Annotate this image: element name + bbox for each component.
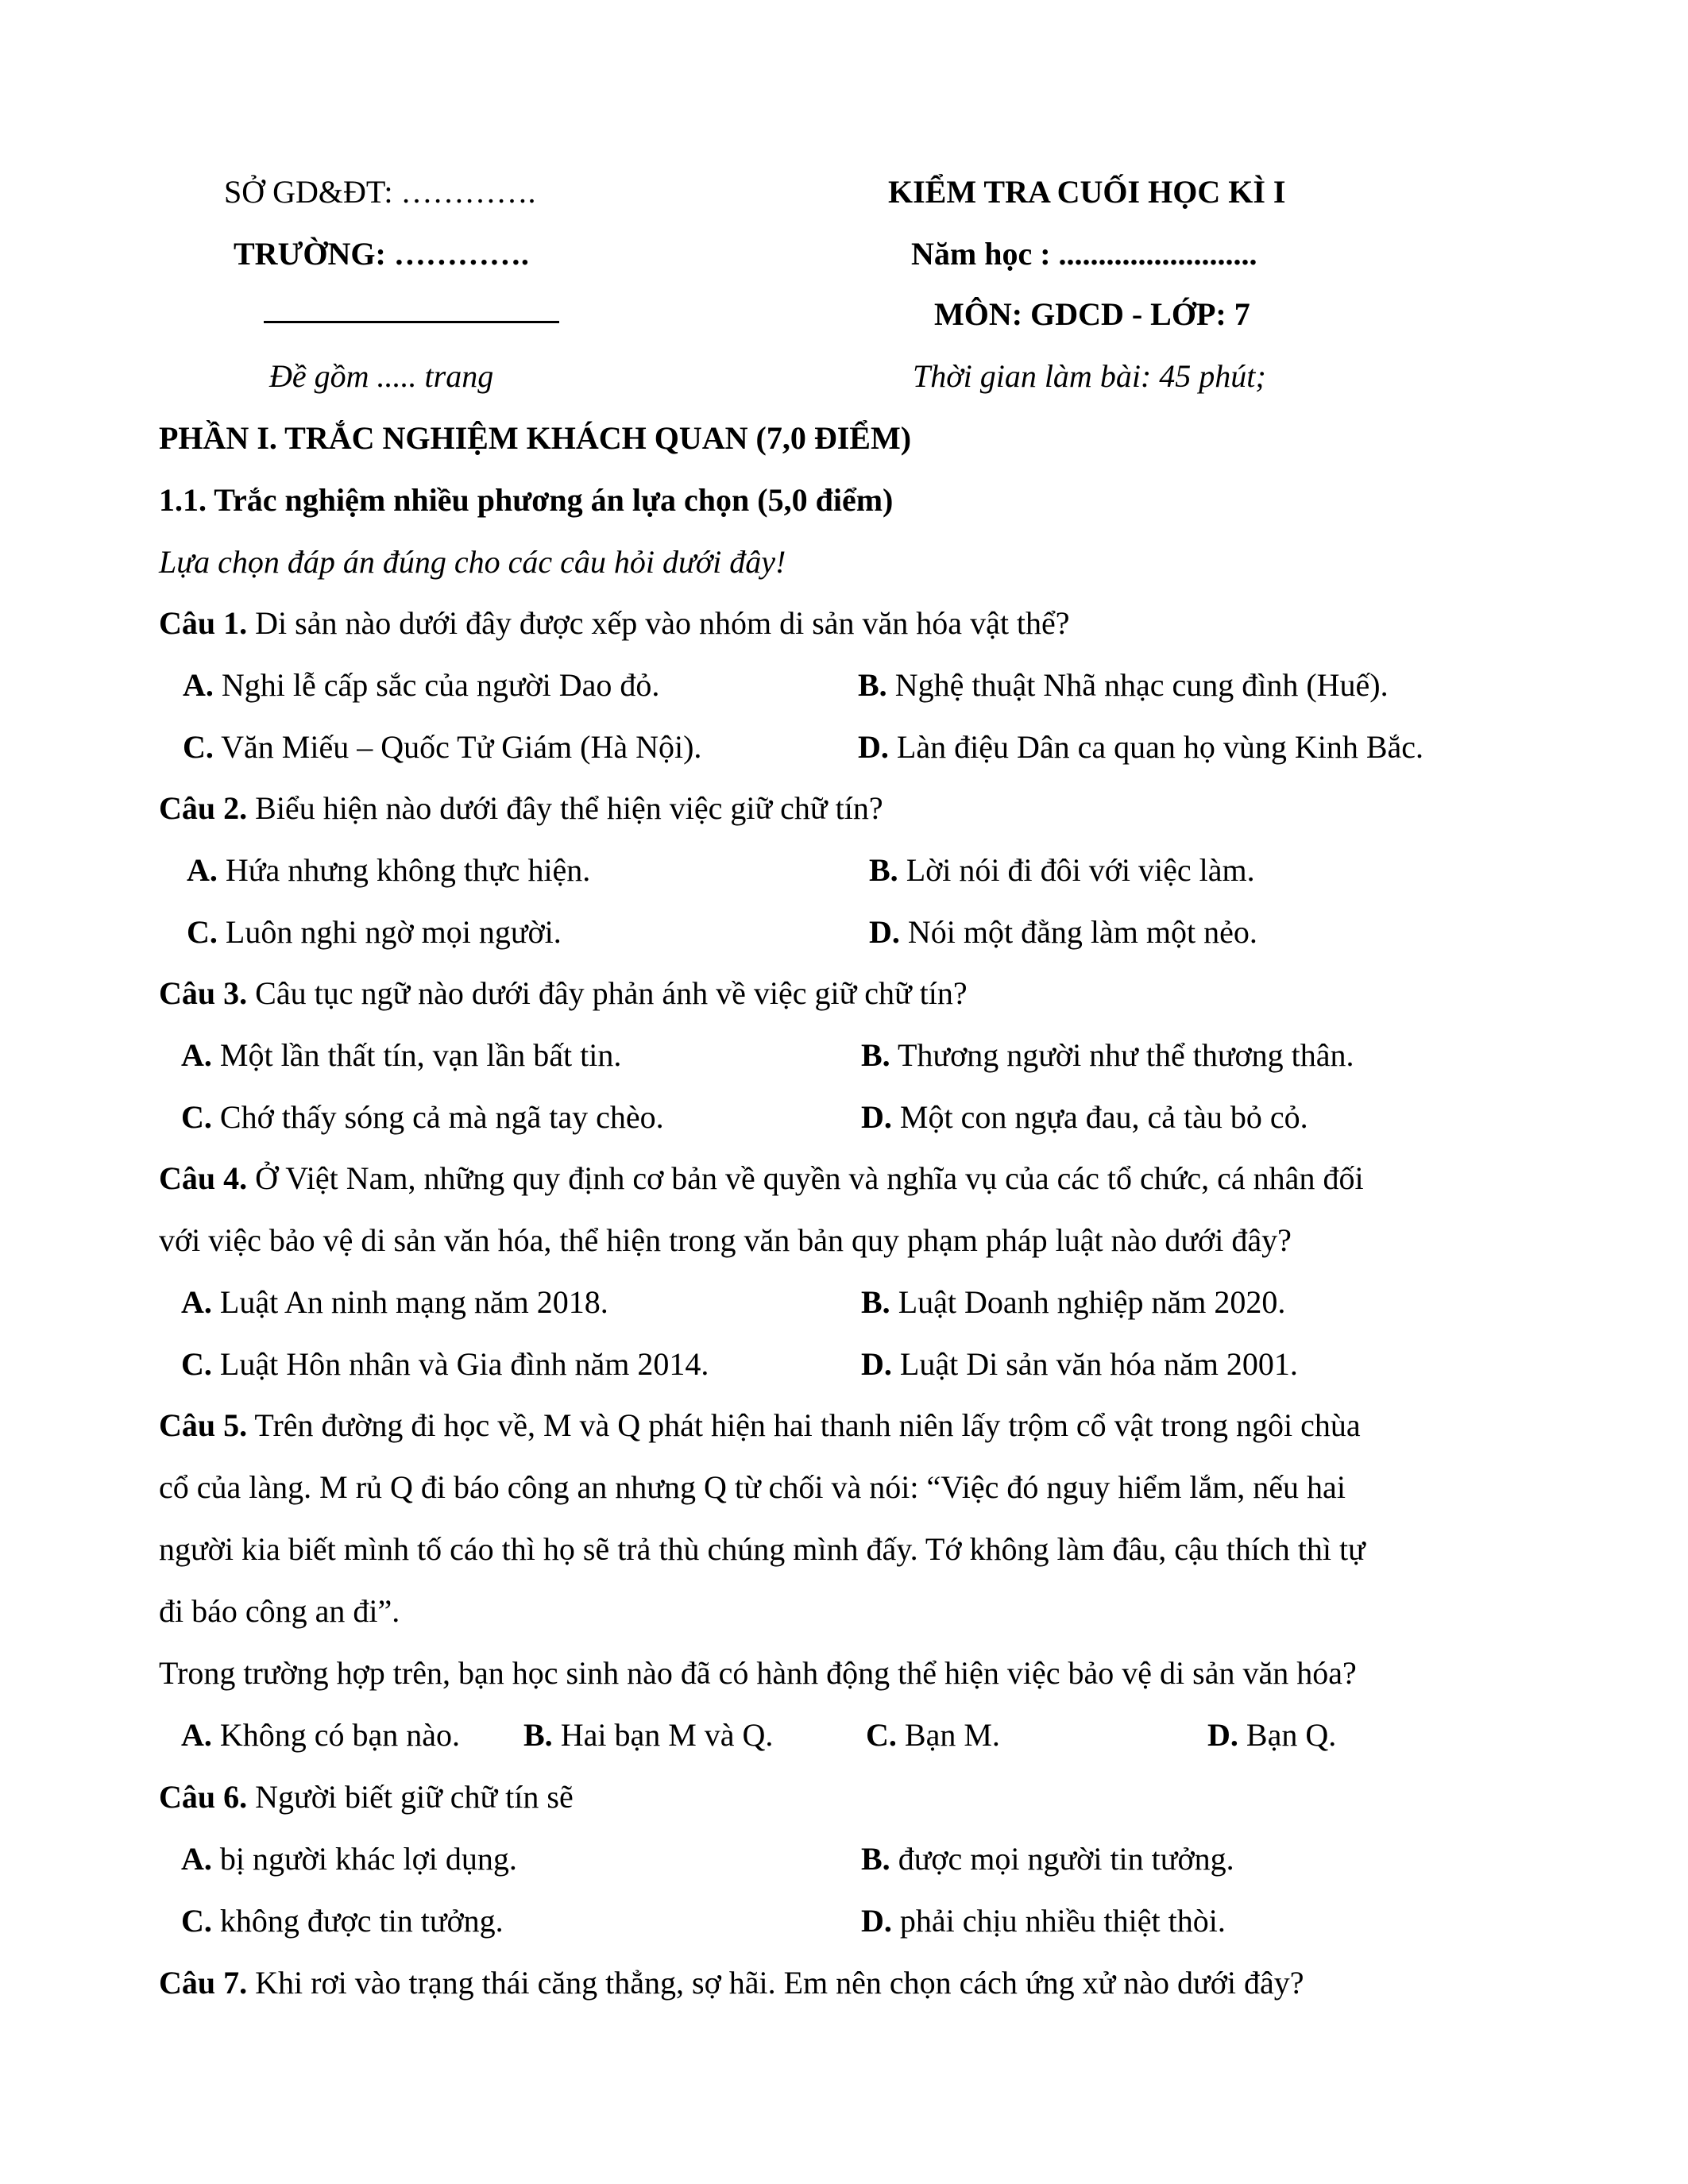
question-4 — [159, 1160, 1364, 1196]
option-text: được mọi người tin tưởng. — [890, 1841, 1234, 1877]
option-text: bị người khác lợi dụng. — [211, 1841, 517, 1877]
option-b[interactable] — [523, 1719, 773, 1751]
option-text: Nghệ thuật Nhã nhạc cung đình (Huế). — [886, 667, 1389, 703]
option-c[interactable] — [181, 1905, 504, 1937]
option-b[interactable] — [861, 1843, 1234, 1875]
option-text: Nghi lễ cấp sắc của người Dao đỏ. — [213, 667, 660, 703]
option-letter: A. — [187, 852, 218, 888]
option-letter: B. — [861, 1284, 890, 1320]
option-c[interactable] — [187, 916, 562, 948]
question-2 — [159, 790, 883, 826]
option-text: Làn điệu Dân ca quan họ vùng Kinh Bắc. — [888, 729, 1424, 765]
option-b[interactable] — [861, 1284, 1286, 1320]
option-text: Hứa nhưng không thực hiện. — [217, 852, 591, 888]
school-year: Năm học : ......................... — [911, 236, 1257, 272]
option-a[interactable] — [181, 1843, 517, 1875]
option-letter: C. — [183, 729, 214, 765]
exam-title: KIỂM TRA CUỐI HỌC KÌ I — [888, 174, 1286, 210]
option-letter: D. — [869, 914, 900, 950]
question-4-continuation: với việc bảo vệ di sản văn hóa, thể hiện trong văn bản quy phạm pháp luật nào dưới đây? — [159, 1222, 1292, 1258]
option-text: Luật Doanh nghiệp năm 2020. — [890, 1284, 1286, 1320]
question-label: Câu 5. — [159, 1407, 248, 1443]
question-label: Câu 4. — [159, 1160, 248, 1196]
school-line: TRƯỜNG: …………. — [234, 236, 529, 272]
option-d[interactable] — [861, 1099, 1308, 1135]
option-letter: A. — [181, 1284, 212, 1320]
question-text: Khi rơi vào trạng thái căng thẳng, sợ hãi. Em nên chọn cách ứng xử nào dưới đây? — [247, 1965, 1304, 2001]
option-a[interactable] — [183, 669, 659, 701]
page-count: Đề gồm ..... trang — [269, 358, 494, 394]
question-text: Người biết giữ chữ tín sẽ — [247, 1779, 574, 1815]
question-6 — [159, 1781, 574, 1813]
option-text: Hai bạn M và Q. — [552, 1717, 774, 1753]
option-a[interactable] — [181, 1284, 608, 1320]
part-title: PHẦN I. TRẮC NGHIỆM KHÁCH QUAN (7,0 ĐIỂM) — [159, 420, 912, 456]
question-label: Câu 2. — [159, 790, 248, 826]
option-letter: C. — [181, 1099, 212, 1135]
question-5-line-5: Trong trường hợp trên, bạn học sinh nào đã có hành động thể hiện việc bảo vệ di sản văn hóa? — [159, 1655, 1357, 1691]
option-a[interactable] — [181, 1719, 460, 1751]
option-text: Một lần thất tín, vạn lần bất tin. — [211, 1037, 622, 1073]
option-letter: C. — [187, 914, 218, 950]
instruction: Lựa chọn đáp án đúng cho các câu hỏi dưới đây! — [159, 544, 786, 580]
subject-line: MÔN: GDCD - LỚP: 7 — [934, 296, 1250, 332]
question-text: Di sản nào dưới đây được xếp vào nhóm di sản văn hóa vật thể? — [247, 605, 1070, 641]
question-text: Câu tục ngữ nào dưới đây phản ánh về việc giữ chữ tín? — [247, 975, 968, 1011]
question-text: Ở Việt Nam, những quy định cơ bản về quyền và nghĩa vụ của các tổ chức, cá nhân đối — [247, 1160, 1364, 1196]
option-letter: A. — [181, 1841, 212, 1877]
option-text: Nói một đằng làm một nẻo. — [899, 914, 1257, 950]
question-5-line-3: người kia biết mình tố cáo thì họ sẽ trả thù chúng mình đấy. Tớ không làm đâu, cậu thích thì tự — [159, 1531, 1365, 1567]
option-d[interactable] — [861, 1905, 1226, 1937]
option-letter: B. — [869, 852, 898, 888]
option-text: phải chịu nhiều thiệt thòi. — [891, 1903, 1226, 1939]
question-5-line-2: cổ của làng. M rủ Q đi báo công an nhưng Q từ chối và nói: “Việc đó nguy hiểm lắm, nếu hai — [159, 1469, 1346, 1505]
option-d[interactable] — [869, 916, 1257, 948]
option-text: không được tin tưởng. — [211, 1903, 504, 1939]
option-c[interactable] — [181, 1099, 664, 1135]
option-letter: D. — [861, 1099, 892, 1135]
option-text: Bạn Q. — [1238, 1717, 1337, 1753]
option-a[interactable] — [181, 1037, 622, 1073]
question-text: Biểu hiện nào dưới đây thể hiện việc giữ chữ tín? — [247, 790, 883, 826]
option-b[interactable] — [861, 1037, 1354, 1073]
question-3 — [159, 975, 968, 1011]
option-letter: A. — [183, 667, 214, 703]
option-letter: B. — [861, 1037, 890, 1073]
option-text: Luôn nghi ngờ mọi người. — [217, 914, 562, 950]
option-text: Không có bạn nào. — [211, 1717, 461, 1753]
option-letter: D. — [861, 1346, 892, 1382]
option-letter: C. — [181, 1346, 212, 1382]
option-text: Một con ngựa đau, cả tàu bỏ cỏ. — [891, 1099, 1308, 1135]
option-letter: D. — [861, 1903, 892, 1939]
option-text: Luật Di sản văn hóa năm 2001. — [891, 1346, 1298, 1382]
question-label: Câu 7. — [159, 1965, 248, 2001]
option-text: Luật Hôn nhân và Gia đình năm 2014. — [211, 1346, 709, 1382]
question-label: Câu 6. — [159, 1779, 248, 1815]
option-letter: B. — [861, 1841, 890, 1877]
option-letter: D. — [1207, 1717, 1238, 1753]
option-d[interactable] — [858, 731, 1423, 763]
question-5-line-4: đi báo công an đi”. — [159, 1593, 400, 1629]
option-letter: D. — [858, 729, 889, 765]
option-text: Chớ thấy sóng cả mà ngã tay chèo. — [211, 1099, 664, 1135]
question-label: Câu 3. — [159, 975, 248, 1011]
option-b[interactable] — [869, 852, 1255, 888]
option-text: Thương người như thể thương thân. — [890, 1037, 1354, 1073]
question-7 — [159, 1967, 1304, 1999]
option-letter: B. — [523, 1717, 553, 1753]
option-text: Lời nói đi đôi với việc làm. — [898, 852, 1255, 888]
option-a[interactable] — [187, 852, 591, 888]
option-letter: C. — [866, 1717, 897, 1753]
question-1 — [159, 605, 1070, 641]
department-line: SỞ GD&ĐT: …………. — [224, 174, 536, 210]
question-text: Trên đường đi học về, M và Q phát hiện hai thanh niên lấy trộm cổ vật trong ngôi chùa — [247, 1407, 1361, 1443]
section-title: 1.1. Trắc nghiệm nhiều phương án lựa chọn (5,0 điểm) — [159, 482, 894, 518]
option-letter: A. — [181, 1037, 212, 1073]
option-letter: B. — [858, 667, 887, 703]
option-b[interactable] — [858, 669, 1389, 701]
exam-time: Thời gian làm bài: 45 phút; — [913, 358, 1266, 394]
header-rule — [264, 321, 559, 323]
option-c[interactable] — [181, 1346, 709, 1382]
option-d[interactable] — [1207, 1719, 1336, 1751]
option-text: Văn Miếu – Quốc Tử Giám (Hà Nội). — [213, 729, 702, 765]
question-5 — [159, 1407, 1361, 1443]
option-letter: A. — [181, 1717, 212, 1753]
question-label: Câu 1. — [159, 605, 248, 641]
option-d[interactable] — [861, 1346, 1298, 1382]
option-c[interactable] — [183, 731, 701, 763]
option-letter: C. — [181, 1903, 212, 1939]
option-text: Luật An ninh mạng năm 2018. — [211, 1284, 608, 1320]
option-c[interactable] — [866, 1719, 1000, 1751]
option-text: Bạn M. — [896, 1717, 1000, 1753]
